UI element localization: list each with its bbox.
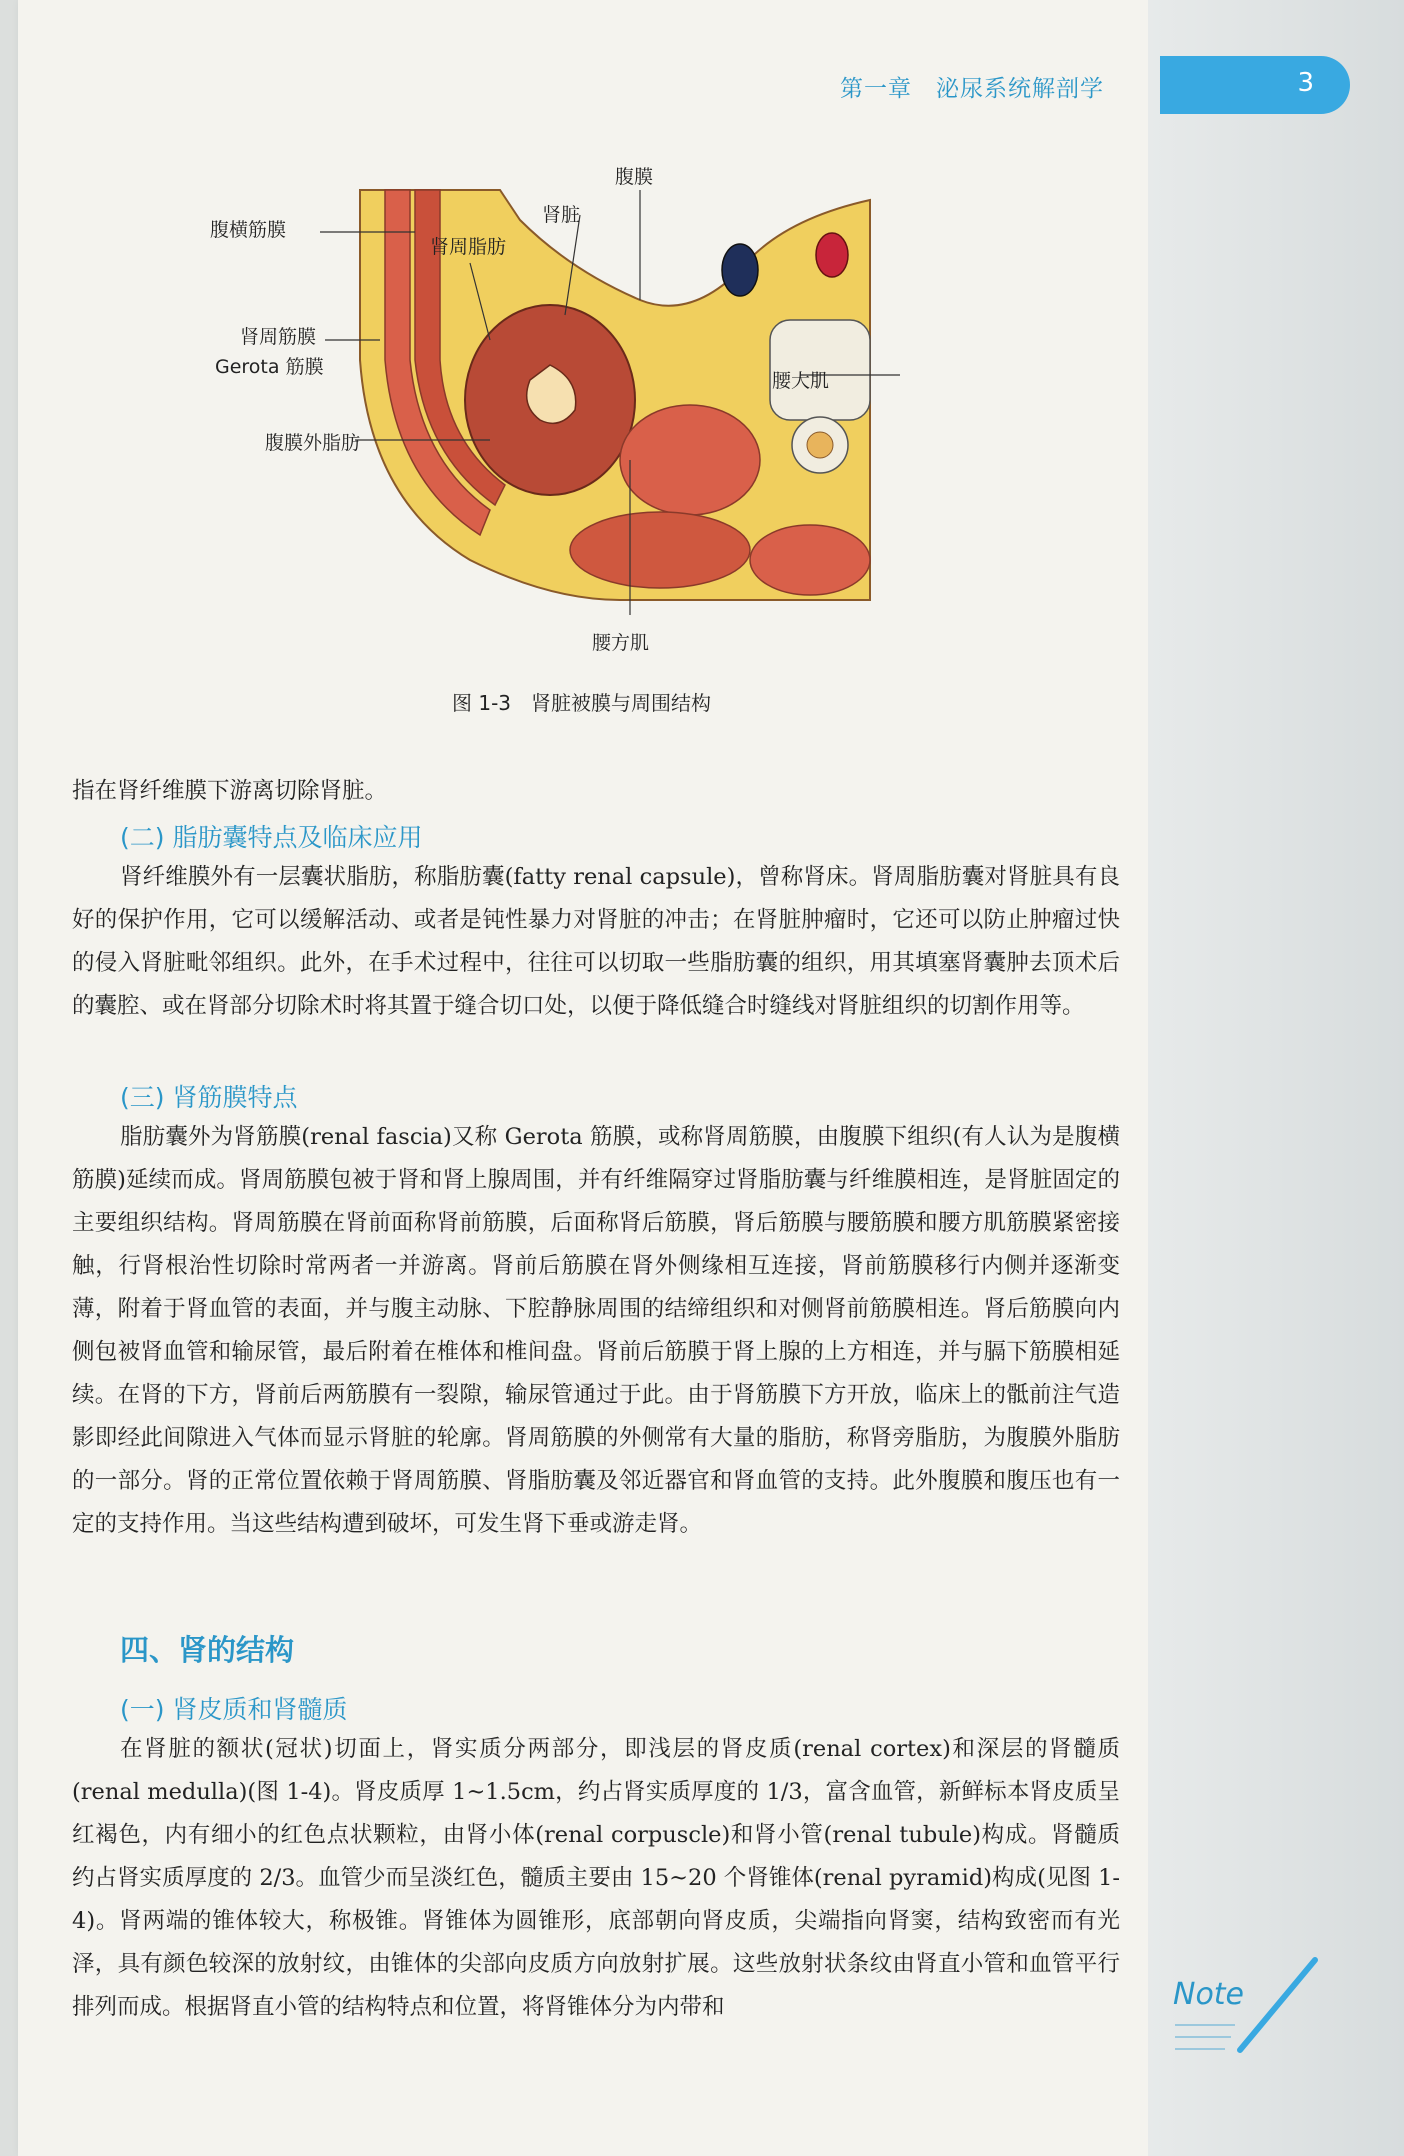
label-kidney: 肾脏 <box>542 204 581 226</box>
label-quadratus-lumborum: 腰方肌 <box>592 632 650 654</box>
figure-kidney-fascia <box>210 160 920 654</box>
label-perirenal-fat: 肾周脂肪 <box>430 236 507 258</box>
label-gerota-fascia: Gerota 筋膜 <box>215 356 324 378</box>
label-transversalis-fascia: 腹横筋膜 <box>210 219 287 241</box>
figure-caption: 图 1-3 肾脏被膜与周围结构 <box>452 691 712 715</box>
subheading-fatty-capsule: (二) 脂肪囊特点及临床应用 <box>120 823 423 852</box>
label-perirenal-fascia: 肾周筋膜 <box>240 326 317 348</box>
label-extraperitoneal-fat: 腹膜外脂肪 <box>265 432 361 454</box>
paragraph-fatty-capsule: 肾纤维膜外有一层囊状脂肪，称脂肪囊(fatty renal capsule)，曾称肾床。肾周脂肪囊对肾脏具有良好的保护作用，它可以缓解活动、或者是钝性暴力对肾脏的冲击；在肾脏肿瘤时，它还可以防止肿瘤过快的侵入肾脏毗邻组织。此外，在手术过程中，往往可以切取一些脂肪囊的组织，用其填塞肾囊肿去顶术后的囊腔、或在肾部分切除术时将其置于缝合切口处，以便于降低缝合时缝线对肾脏组织的切割作用等。 <box>72 864 1120 1019</box>
note-label: Note <box>1173 1977 1245 2012</box>
page-margin <box>1148 0 1404 2156</box>
subheading-cortex-medulla: (一) 肾皮质和肾髓质 <box>120 1695 348 1724</box>
paragraph-renal-fascia: 脂肪囊外为肾筋膜(renal fascia)又称 Gerota 筋膜，或称肾周筋膜，由腹膜下组织(有人认为是腹横筋膜)延续而成。肾周筋膜包被于肾和肾上腺周围，并有纤维隔穿过肾脂肪囊与纤维膜相连，是肾脏固定的主要组织结构。肾周筋膜在肾前面称肾前筋膜，后面称肾后筋膜，肾后筋膜与腰筋膜和腰方肌筋膜紧密接触，行肾根治性切除时常两者一并游离。肾前后筋膜在肾外侧缘相互连接，肾前筋膜移行内侧并逐渐变薄，附着于肾血管的表面，并与腹主动脉、下腔静脉周围的结缔组织和对侧肾前筋膜相连。肾后筋膜向内侧包被肾血管和输尿管，最后附着在椎体和椎间盘。肾前后筋膜于肾上腺的上方相连，并与膈下筋膜相延续。在肾的下方，肾前后两筋膜有一裂隙，输尿管通过于此。由于肾筋膜下方开放，临床上的骶前注气造影即经此间隙进入气体而显示肾脏的轮廓。肾周筋膜的外侧常有大量的脂肪，称肾旁脂肪，为腹膜外脂肪的一部分。肾的正常位置依赖于肾周筋膜、肾脂肪囊及邻近器官和肾血管的支持。此外腹膜和腹压也有一定的支持作用。当这些结构遭到破坏，可发生肾下垂或游走肾。 <box>72 1124 1120 1537</box>
note-logo <box>1165 1955 1325 2065</box>
paragraph-cortex-medulla: 在肾脏的额状(冠状)切面上，肾实质分两部分，即浅层的肾皮质(renal cortex)和深层的肾髓质(renal medulla)(图 1-4)。肾皮质厚 1~1.5cm，约占肾实质厚度的 1/3，富含血管，新鲜标本肾皮质呈红褐色，内有细小的红色点状颗粒，由肾小体(renal corpuscle)和肾小管(renal tubule)构成。肾髓质约占肾实质厚度的 2/3。血管少而呈淡红色，髓质主要由 15~20 个肾锥体(renal pyramid)构成(见图 1-4)。肾两端的锥体较大，称极锥。肾锥体为圆锥形，底部朝向肾皮质，尖端指向肾窦，结构致密而有光泽，具有颜色较深的放射纹，由锥体的尖部向皮质方向放射扩展。这些放射状条纹由肾直小管和血管平行排列而成。根据肾直小管的结构特点和位置，将肾锥体分为内带和 <box>72 1736 1120 2020</box>
section-heading-kidney-structure: 四、肾的结构 <box>120 1633 295 1667</box>
page-number-tab <box>1160 56 1350 114</box>
page-number: 3 <box>1297 68 1314 98</box>
paragraph-intro: 指在肾纤维膜下游离切除肾脏。 <box>72 778 388 804</box>
subheading-renal-fascia: (三) 肾筋膜特点 <box>120 1083 298 1112</box>
chapter-header: 第一章 泌尿系统解剖学 <box>840 76 1104 102</box>
label-psoas: 腰大肌 <box>772 370 830 392</box>
label-peritoneum: 腹膜 <box>615 166 654 188</box>
